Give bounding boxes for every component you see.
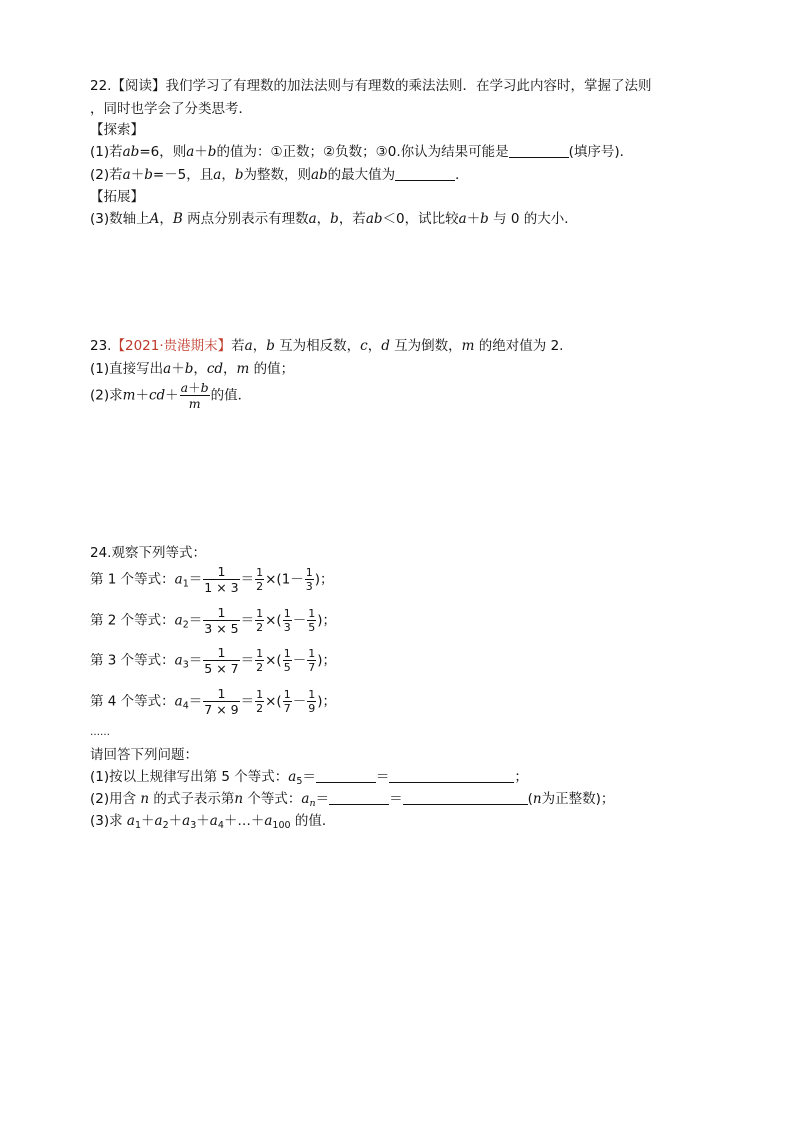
q24-ask: 请回答下列问题： <box>90 747 198 763</box>
q22-intro-line2 <box>90 99 252 119</box>
q22-tag: 【阅读】 <box>111 78 166 94</box>
q24-answer-blank-2[interactable] <box>389 767 514 783</box>
q23-source-tag: 【2021·贵港期末】 <box>111 338 232 354</box>
q22-intro-line1 <box>90 76 651 96</box>
q22-extend-heading: 【拓展】 <box>90 189 144 205</box>
q24-ellipsis: …… <box>90 727 110 738</box>
q24-part1: (1)按以上规律写出第 5 个等式：$a_5=$ ＝ ； <box>90 769 528 787</box>
q22-intro2: ，同时也学会了分类思考． <box>90 101 252 117</box>
q24-equation-4: 第 4 个等式：$a_4=$ $\frac{1}{7 \times 9}$ ＝ $\frac{1}{2}$ ×( $\frac{1}{7}$ － $\frac{1}{9}$ )； <box>90 686 336 717</box>
q22-part2: (2)若a＋b=－5，且a，b为整数，则ab的最大值为 ． <box>90 167 469 183</box>
q24-equation-2: 第 2 个等式：$a_2=$ $\frac{1}{3 \times 5}$ ＝ $\frac{1}{2}$ ×( $\frac{1}{3}$ － $\frac{1}{5}$ )； <box>90 605 336 636</box>
q22-part1: (1)若ab=6，则a＋b的值为：①正数；②负数；③0.你认为结果可能是 (填序号)． <box>90 144 634 160</box>
q23-number: 23. <box>90 338 112 354</box>
q24-answer-blank-3[interactable] <box>329 789 389 805</box>
q24-title: 24.观察下列等式： <box>90 545 206 561</box>
q23-part2: (2)求m＋cd＋ $\frac{a+b}{m}$ 的值． <box>90 380 252 411</box>
q24-number: 24. <box>90 545 112 561</box>
q23-part1: (1)直接写出a＋b，cd，m 的值； <box>90 361 295 377</box>
q24-answer-blank-1[interactable] <box>316 767 376 783</box>
q24-answer-blank-4[interactable] <box>403 789 528 805</box>
q24-part2: (2)用含 n 的式子表示第n 个等式：$a_n= = (n$为正整数)； <box>90 791 615 809</box>
q22-part3: (3)数轴上A，B 两点分别表示有理数a，b，若ab＜0，试比较a＋b 与 0 的大小． <box>90 211 578 227</box>
q23-statement: 23.【2021·贵港期末】若a，b 互为相反数，c，d 互为倒数，m 的绝对值为 2. <box>90 338 564 354</box>
q24-part3: (3)求 $a_1+a_2+a_3+a_4+\dots+a_{100}$ 的值． <box>90 813 336 831</box>
q22-answer-blank-1[interactable] <box>509 142 569 158</box>
q22-number: 22. <box>90 78 112 94</box>
q22-answer-blank-2[interactable] <box>395 165 455 181</box>
q22-explore-heading: 【探索】 <box>90 122 144 138</box>
q24-equation-1: 第 1 个等式：$a_1=$ $\frac{1}{1 \times 3}$ ＝ $\frac{1}{2}$ ×(1－ $\frac{1}{3}$ )； <box>90 564 334 595</box>
q24-equation-3: 第 3 个等式：$a_3=$ $\frac{1}{5 \times 7}$ ＝ $\frac{1}{2}$ ×( $\frac{1}{5}$ － $\frac{1}{7}$ )； <box>90 645 336 676</box>
q22-intro1: 我们学习了有理数的加法法则与有理数的乘法法则．在学习此内容时，掌握了法则 <box>165 78 652 94</box>
fraction-a-plus-b-over-m: $\frac{a+b}{m}$ <box>180 380 209 411</box>
